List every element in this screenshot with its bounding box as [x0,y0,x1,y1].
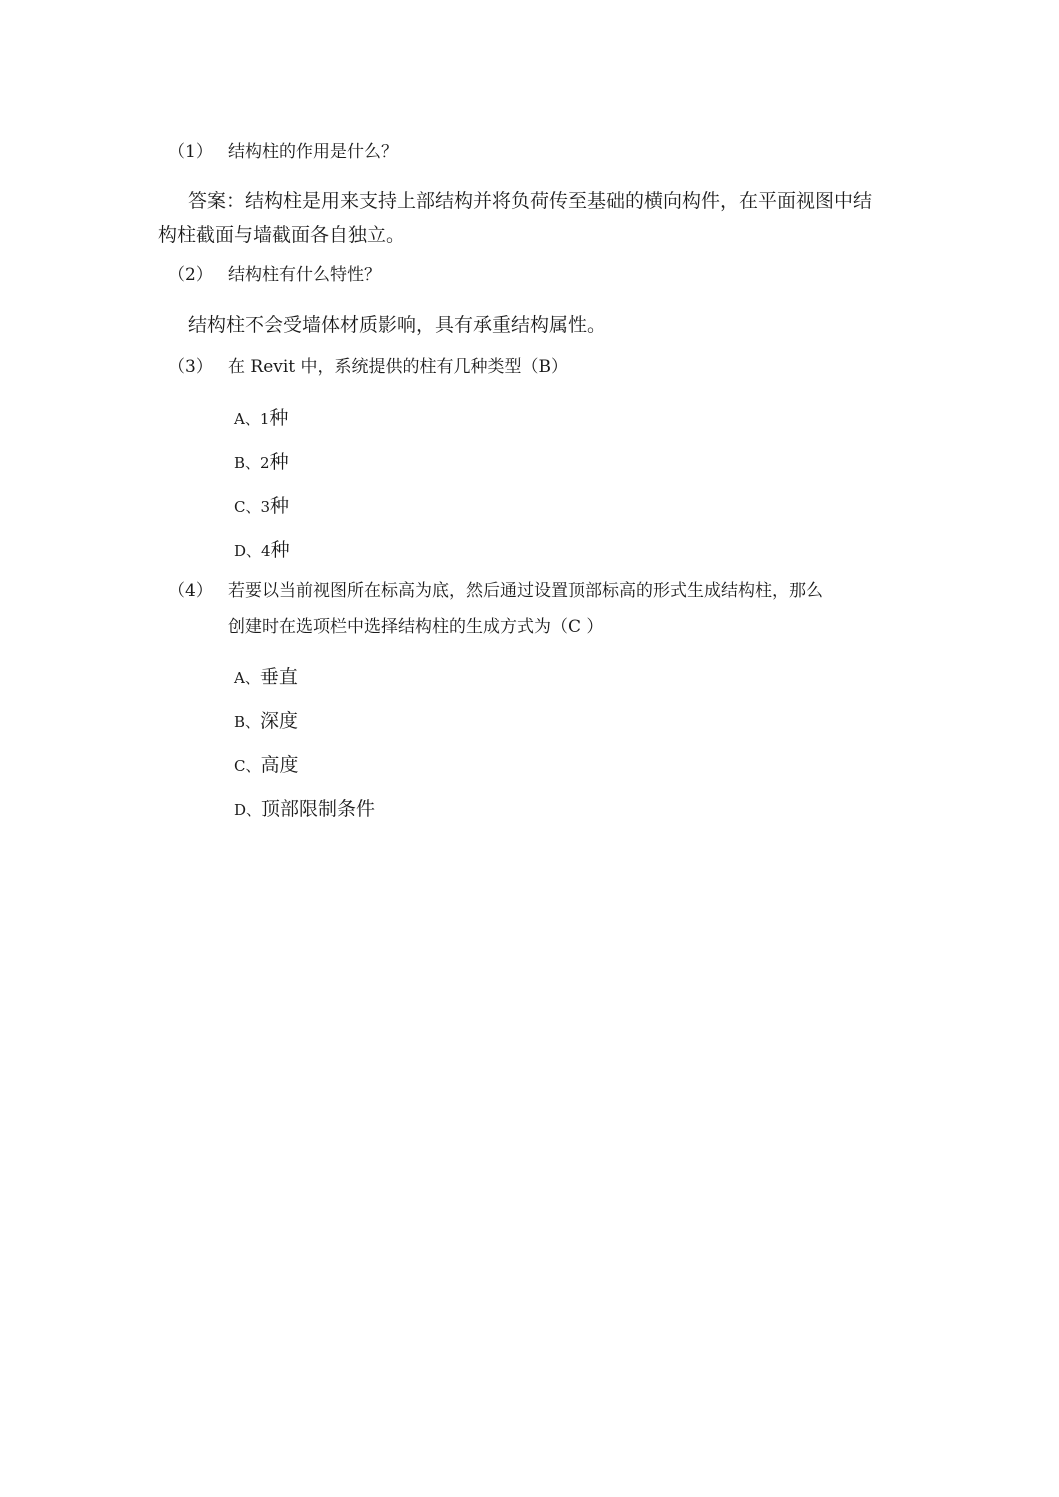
question-text: 结构柱有什么特性？ [228,265,381,285]
option-text: 种 [270,495,290,517]
question-4-continuation: 创建时在选项栏中选择结构柱的生成方式为（C ） [228,617,604,637]
option-c [234,750,299,781]
option-d [234,535,290,566]
question-1 [168,137,888,167]
option-letter: D、 [234,542,262,560]
option-c [234,491,289,522]
answer-1 [158,184,918,252]
option-letter: D、 [234,801,262,819]
option-b [234,447,289,478]
option-letter: B、 [234,454,261,472]
question-text: 结构柱的作用是什么？ [228,142,398,162]
question-number: （2） [168,265,213,285]
option-text: 垂直 [259,666,298,688]
option-text: 顶部限制条件 [261,798,376,820]
option-text: 种 [269,407,289,429]
answer-line: 构柱截面与墙截面各自独立。 [158,224,406,246]
option-text: 高度 [260,754,299,776]
option-text: 种 [269,451,289,473]
question-2 [168,260,888,290]
option-number: 1 [259,410,270,428]
option-a [234,662,298,693]
question-number: （1） [168,142,213,162]
question-4 [168,576,888,606]
question-text: 在 Revit 中，系统提供的柱有几种类型（B） [228,357,569,377]
question-number: （4） [168,581,213,601]
option-letter: C、 [234,757,261,775]
option-a [234,403,288,434]
option-text: 深度 [260,710,299,732]
option-number: 3 [260,498,271,516]
question-3 [168,352,888,382]
option-number: 2 [260,454,270,472]
question-text: 若要以当前视图所在标高为底，然后通过设置顶部标高的形式生成结构柱，那么 [228,581,823,601]
option-d [234,794,375,825]
answer-line: 答案：结构柱是用来支持上部结构并将负荷传至基础的横向构件，在平面视图中结 [188,190,873,212]
option-b [234,706,298,737]
answer-line: 结构柱不会受墙体材质影响，具有承重结构属性。 [188,314,607,336]
option-letter: A、 [234,669,260,687]
option-letter: C、 [234,498,261,516]
option-number: 4 [261,542,271,560]
question-number: （3） [168,357,213,377]
option-letter: B、 [234,713,261,731]
answer-2 [158,308,918,342]
option-letter: A、 [234,410,260,428]
option-text: 种 [270,539,290,561]
